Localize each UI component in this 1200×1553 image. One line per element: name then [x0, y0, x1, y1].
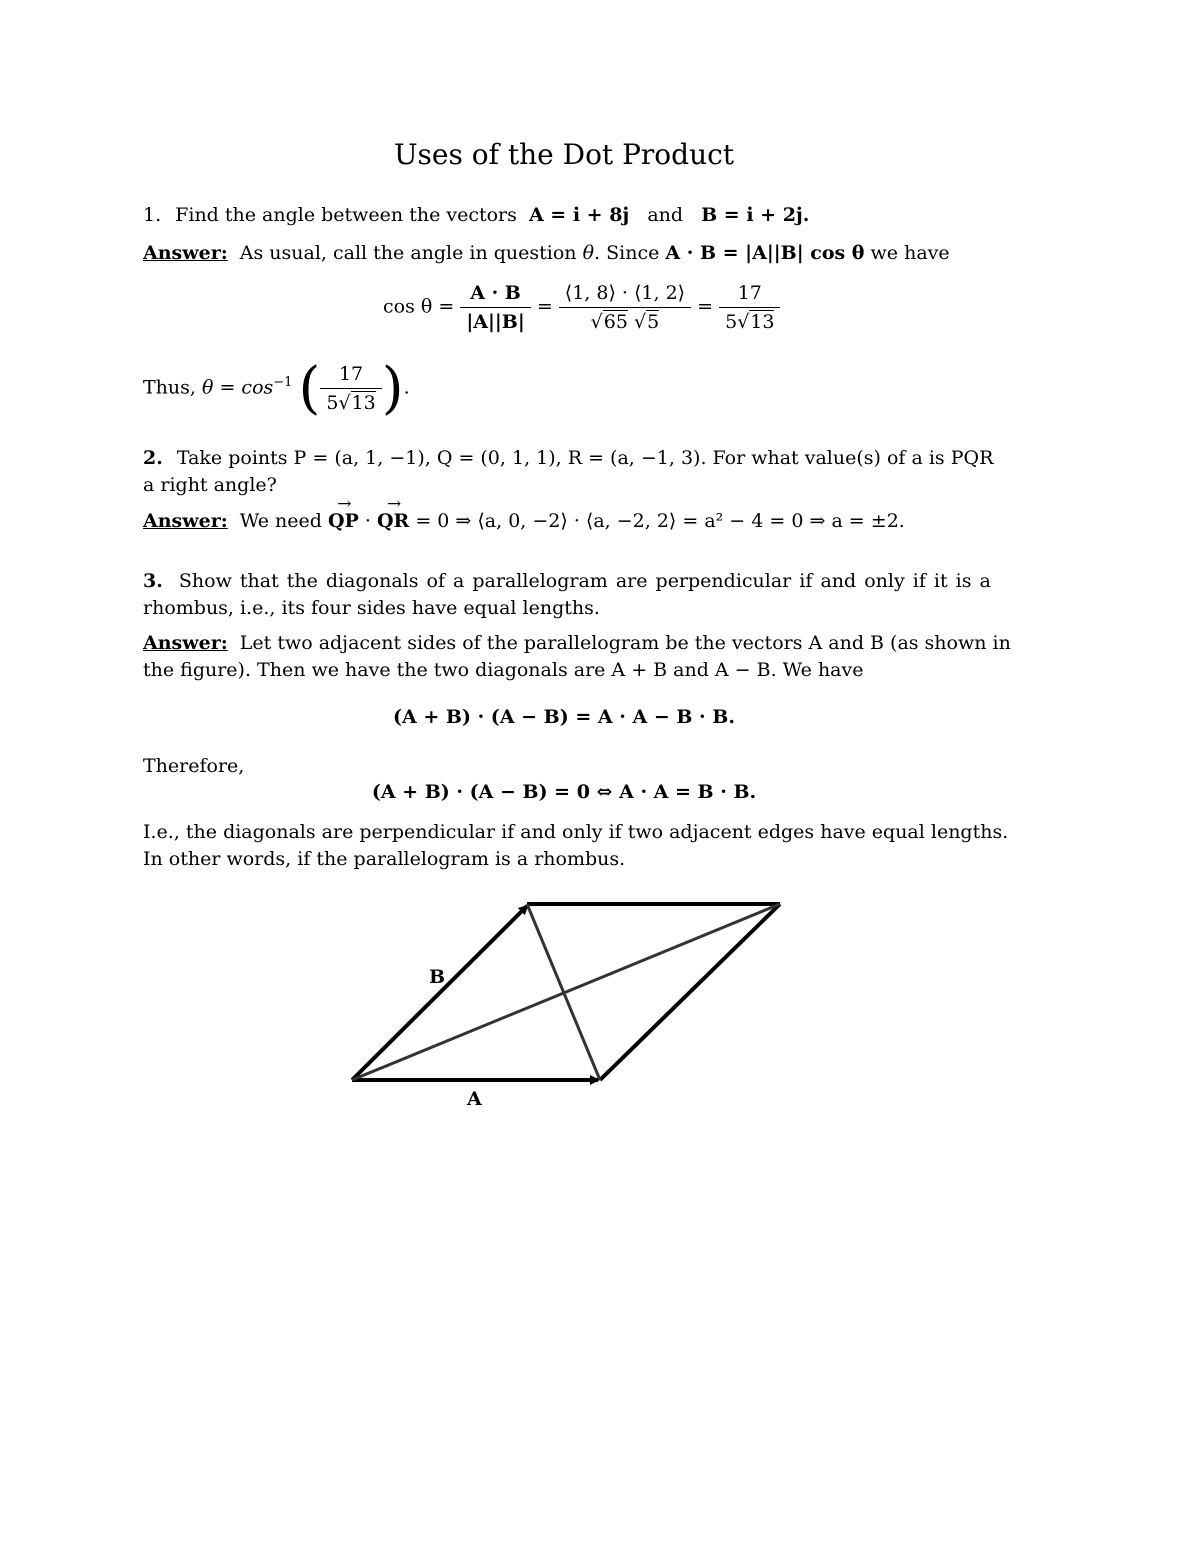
sqrt-5: 5	[647, 311, 660, 333]
answer-derivation: = 0 ⇒ ⟨a, 0, −2⟩ · ⟨a, −2, 2⟩ = a² − 4 = 0 ⇒ a = ±2.	[415, 510, 905, 532]
and-word: and	[647, 204, 684, 226]
cos-theta-lhs: cos θ =	[383, 295, 455, 318]
conclusion-line-1: I.e., the diagonals are perpendicular if and only if two adjacent edges have equal lengths.	[143, 821, 1009, 843]
answer-text: We need	[239, 510, 322, 532]
vector-b-def: B = i + 2j.	[701, 204, 810, 226]
answer-text-b: . Since	[594, 242, 660, 264]
therefore-word: Therefore,	[143, 755, 245, 777]
page-title: Uses of the Dot Product	[393, 138, 735, 171]
problem-3-text: Show that the diagonals of a parallelogram are perpendicular if and only if it is a	[178, 570, 991, 592]
vector-qr: → QR	[377, 510, 409, 532]
sqrt-13: 13	[750, 311, 775, 333]
identity-equation: (A + B) · (A − B) = A · A − B · B.	[393, 706, 735, 728]
label-a: A	[467, 1088, 482, 1110]
cos-theta-equation: cos θ = $\frac{A \cdot B}{|A||B|}$ = $\frac{⟨1, 8⟩ \cdot ⟨1, 2⟩}{√65 √5}$ = $\frac{17}{5√13}$	[383, 282, 780, 333]
thus-denominator: 5√13	[326, 392, 376, 414]
thus-coef-5: 5	[326, 392, 339, 414]
right-edge	[600, 904, 780, 1080]
fraction-2-numerator: ⟨1, 8⟩ · ⟨1, 2⟩	[559, 282, 691, 308]
answer-text: As usual, call the angle in question	[239, 242, 577, 264]
answer-label: Answer:	[143, 510, 228, 532]
problem-2-line-2: a right angle?	[143, 474, 277, 496]
problem-3-line-2: rhombus, i.e., its four sides have equal lengths.	[143, 597, 600, 619]
fraction-3-numerator: 17	[719, 282, 780, 308]
coef-5: 5	[725, 311, 738, 333]
equivalence-equation: (A + B) · (A − B) = 0 ⇔ A · A = B · B.	[371, 781, 757, 803]
fraction-3-denominator: 5√13	[725, 311, 775, 333]
problem-2-answer: Answer: We need → QP · → QR = 0 ⇒ ⟨a, 0, −2⟩ · ⟨a, −2, 2⟩ = a² − 4 = 0 ⇒ a = ±2.	[143, 510, 905, 532]
label-b: B	[429, 966, 446, 988]
theta-symbol: θ	[582, 242, 595, 264]
thus-equation: Thus, $\theta = \cos^{-1}$ ( $\frac{17}{5√13}$ ).	[143, 356, 410, 421]
thus-word: Thus,	[143, 376, 196, 399]
theta-arccos: θ = cos	[201, 376, 274, 399]
problem-2-number: 2.	[143, 447, 163, 469]
problem-1-number: 1.	[143, 204, 162, 226]
answer-label: Answer:	[143, 632, 228, 654]
answer-text: Let two adjacent sides of the parallelogram be the vectors A and B (as shown in	[239, 632, 1011, 654]
inverse-superscript: −1	[273, 375, 293, 391]
answer-text-c: we have	[870, 242, 950, 264]
thus-numerator: 17	[320, 363, 381, 389]
vector-qp: → QP	[328, 510, 359, 532]
diagonal-a-minus-b	[527, 904, 600, 1080]
vector-b-arrow	[352, 906, 527, 1080]
fraction-1-denominator: |A||B|	[466, 311, 525, 333]
problem-3-answer-line-2: the figure). Then we have the two diagonals are A + B and A − B. We have	[143, 659, 864, 681]
problem-1-text: Find the angle between the vectors	[175, 204, 517, 226]
problem-3-number: 3.	[143, 570, 163, 592]
answer-label: Answer:	[143, 242, 228, 264]
fraction-2-denominator: √65 √5	[590, 311, 660, 333]
conclusion-line-2: In other words, if the parallelogram is a rhombus.	[143, 848, 626, 870]
thus-sqrt-13: 13	[351, 392, 376, 414]
sqrt-65: 65	[603, 311, 628, 333]
vector-a-def: A = i + 8j	[528, 204, 630, 226]
dot-identity: A · B = |A||B| cos θ	[665, 242, 865, 264]
diagonal-a-plus-b	[352, 904, 780, 1080]
problem-2-text: Take points P = (a, 1, −1), Q = (0, 1, 1), R = (a, −1, 3). For what value(s) of a is PQR	[176, 447, 994, 469]
fraction-1-numerator: A · B	[460, 282, 530, 308]
